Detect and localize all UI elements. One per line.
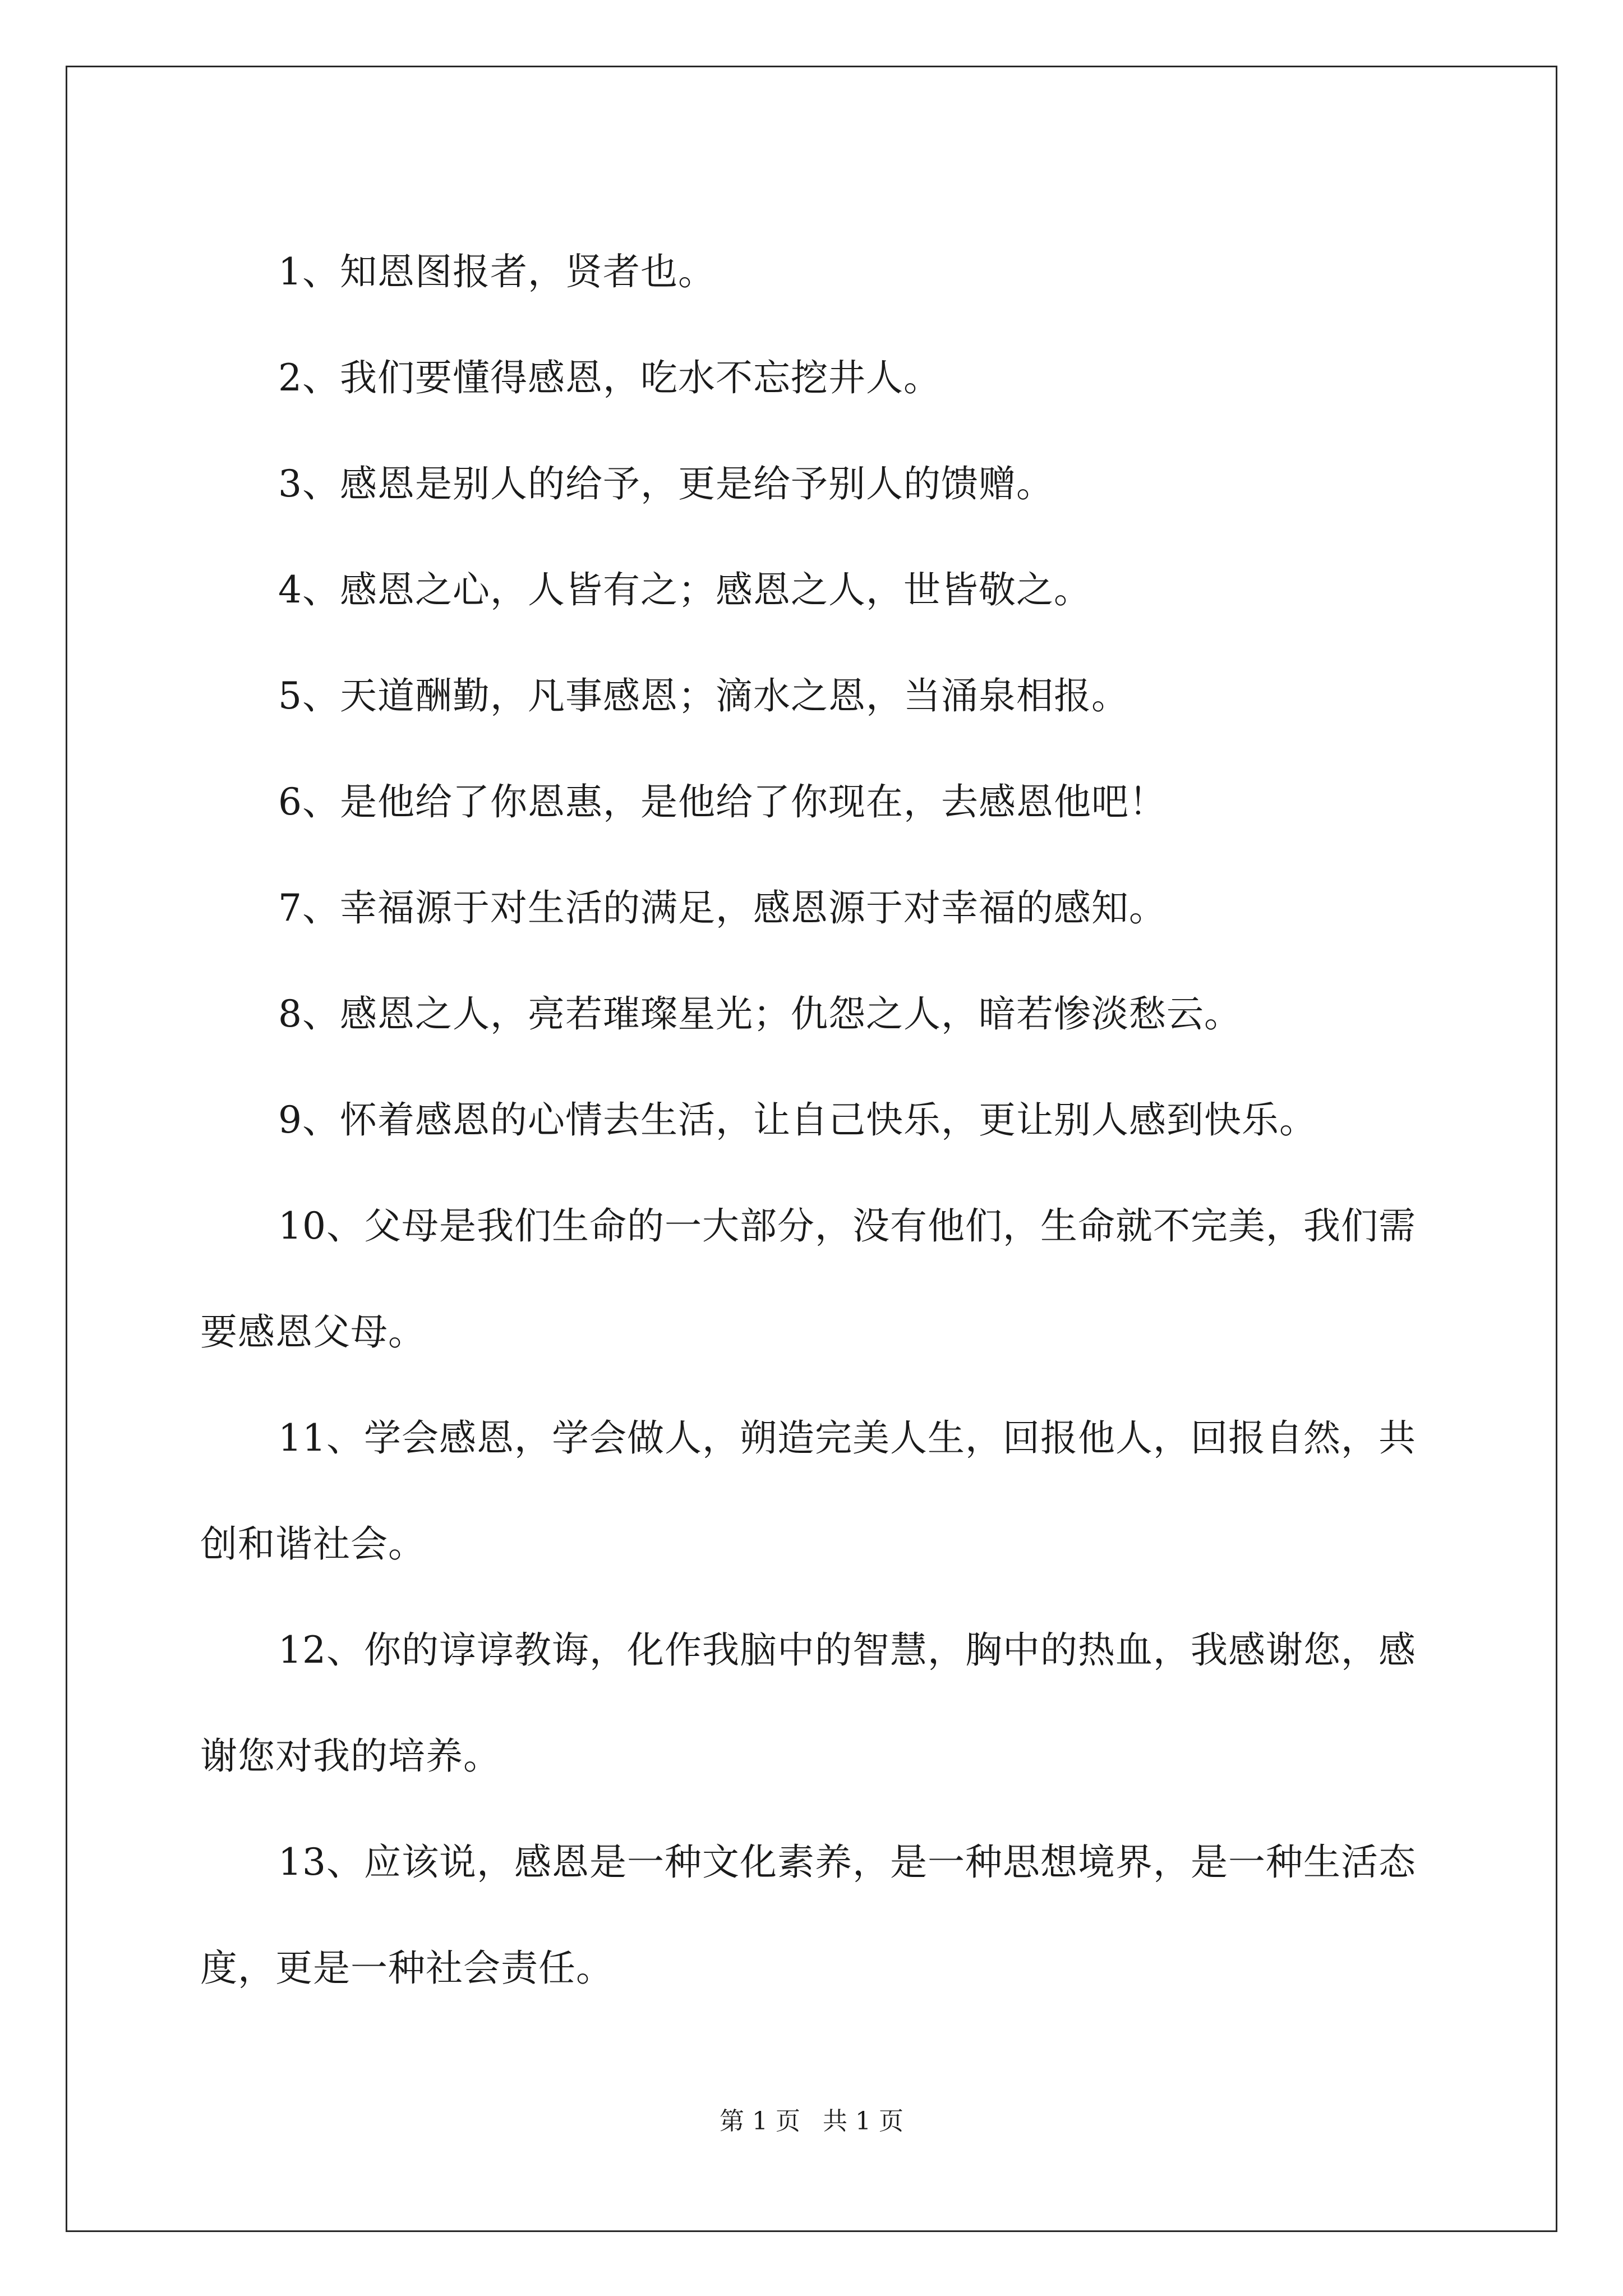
paragraph-13: 13、应该说，感恩是一种文化素养，是一种思想境界，是一种生活态度，更是一种社会责任。 <box>200 1841 1416 1990</box>
paragraph-10: 10、父母是我们生命的一大部分，没有他们，生命就不完美，我们需要感恩父母。 <box>200 1204 1416 1354</box>
paragraph-2: 2、我们要懂得感恩，吃水不忘挖井人。 <box>278 356 941 399</box>
paragraph-12: 12、你的谆谆教诲，化作我脑中的智慧，胸中的热血，我感谢您，感谢您对我的培养。 <box>200 1628 1416 1778</box>
paragraph-3: 3、感恩是别人的给予，更是给予别人的馈赠。 <box>278 462 1054 505</box>
paragraph-4: 4、感恩之心，人皆有之；感恩之人，世皆敬之。 <box>278 568 1091 611</box>
paragraph-1: 1、知恩图报者，贤者也。 <box>278 250 716 293</box>
paragraph-9: 9、怀着感恩的心情去生活，让自己快乐，更让别人感到快乐。 <box>278 1098 1317 1142</box>
paragraph-8: 8、感恩之人，亮若璀璨星光；仇怨之人，暗若惨淡愁云。 <box>278 992 1242 1036</box>
paragraph-7: 7、幸福源于对生活的满足，感恩源于对幸福的感知。 <box>278 886 1166 930</box>
page-footer <box>0 2101 1623 2137</box>
page-number: 第 1 页 <box>720 2107 800 2136</box>
paragraph-5: 5、天道酬勤，凡事感恩；滴水之恩，当涌泉相报。 <box>278 674 1129 717</box>
paragraph-11: 11、学会感恩，学会做人，朔造完美人生，回报他人，回报自然，共创和谐社会。 <box>200 1416 1416 1566</box>
page-total: 共 1 页 <box>823 2107 903 2136</box>
paragraph-6: 6、是他给了你恩惠，是他给了你现在，去感恩他吧！ <box>278 780 1166 823</box>
document-body <box>200 219 1434 2021</box>
